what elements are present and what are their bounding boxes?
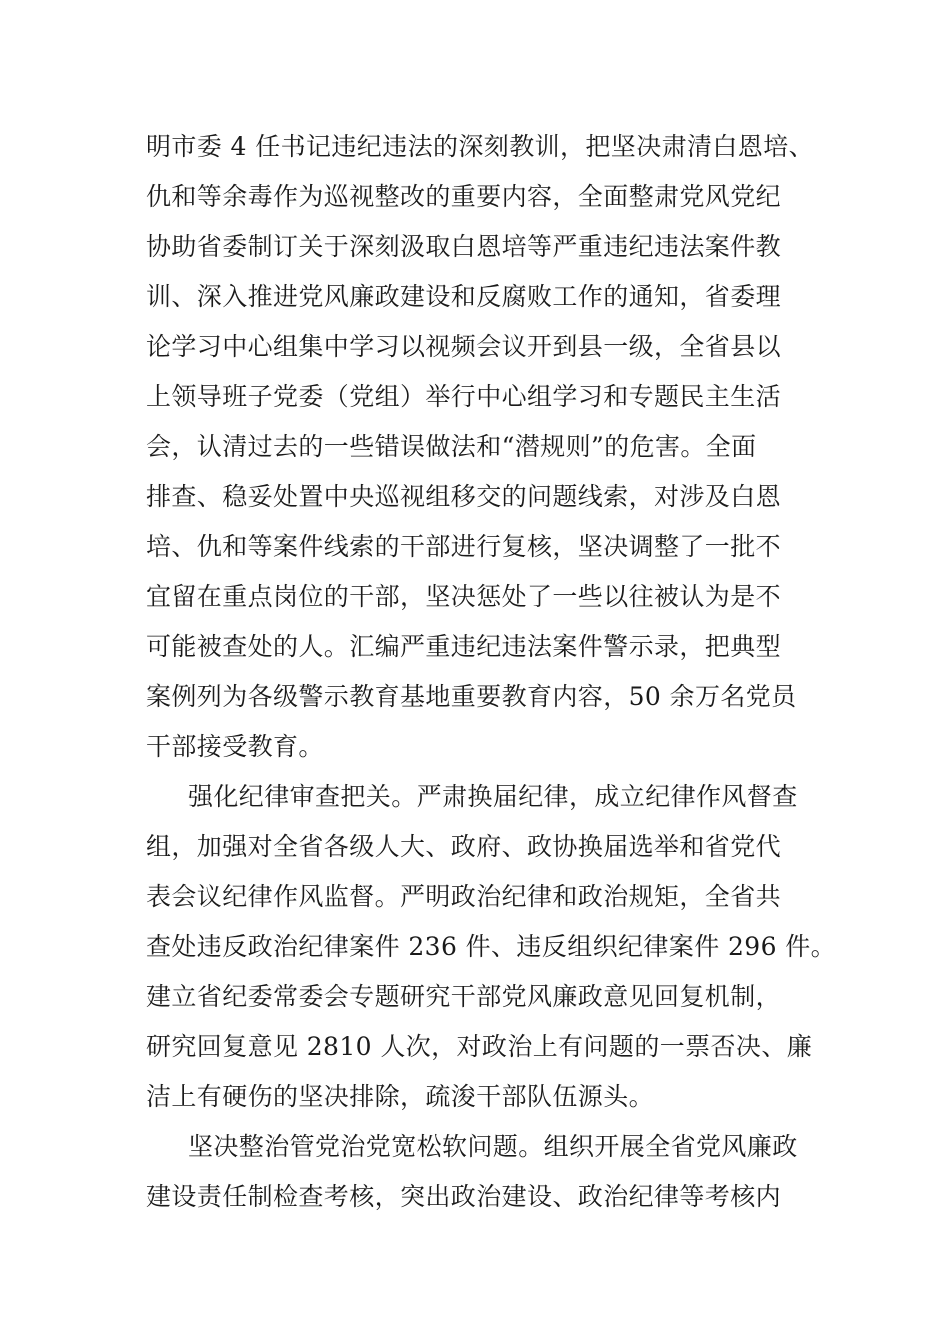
text-line: 干部接受教育。	[146, 732, 324, 761]
text-line: 培、仇和等案件线索的干部进行复核，坚决调整了一批不	[146, 532, 782, 561]
text-line: 会，认清过去的一些错误做法和“潜规则”的危害。全面	[146, 432, 757, 461]
text-line: 研究回复意见 2810 人次，对政治上有问题的一票否决、廉	[146, 1032, 813, 1061]
text-line: 协助省委制订关于深刻汲取白恩培等严重违纪违法案件教	[146, 232, 782, 261]
text-line: 建设责任制检查考核，突出政治建设、政治纪律等考核内	[146, 1182, 782, 1211]
text-line: 建立省纪委常委会专题研究干部党风廉政意见回复机制，	[146, 982, 782, 1011]
text-line: 明市委 4 任书记违纪违法的深刻教训，把坚决肃清白恩培、	[146, 132, 815, 161]
paragraph-start-line: 强化纪律审查把关。严肃换届纪律，成立纪律作风督查	[188, 782, 798, 811]
text-line: 表会议纪律作风监督。严明政治纪律和政治规矩，全省共	[146, 882, 782, 911]
text-line: 训、深入推进党风廉政建设和反腐败工作的通知，省委理	[146, 282, 782, 311]
text-line: 案例列为各级警示教育基地重要教育内容，50 余万名党员	[146, 682, 797, 711]
text-line: 洁上有硬伤的坚决排除，疏浚干部队伍源头。	[146, 1082, 655, 1111]
text-line: 宜留在重点岗位的干部，坚决惩处了一些以往被认为是不	[146, 582, 782, 611]
text-line: 排查、稳妥处置中央巡视组移交的问题线索，对涉及白恩	[146, 482, 782, 511]
text-line: 上领导班子党委（党组）举行中心组学习和专题民主生活	[146, 382, 782, 411]
text-line: 仇和等余毒作为巡视整改的重要内容，全面整肃党风党纪	[146, 182, 782, 211]
text-line: 查处违反政治纪律案件 236 件、违反组织纪律案件 296 件。	[146, 932, 837, 961]
text-line: 论学习中心组集中学习以视频会议开到县一级，全省县以	[146, 332, 782, 361]
paragraph-start-line: 坚决整治管党治党宽松软问题。组织开展全省党风廉政	[188, 1132, 798, 1161]
text-line: 组，加强对全省各级人大、政府、政协换届选举和省党代	[146, 832, 782, 861]
text-line: 可能被查处的人。汇编严重违纪违法案件警示录，把典型	[146, 632, 782, 661]
